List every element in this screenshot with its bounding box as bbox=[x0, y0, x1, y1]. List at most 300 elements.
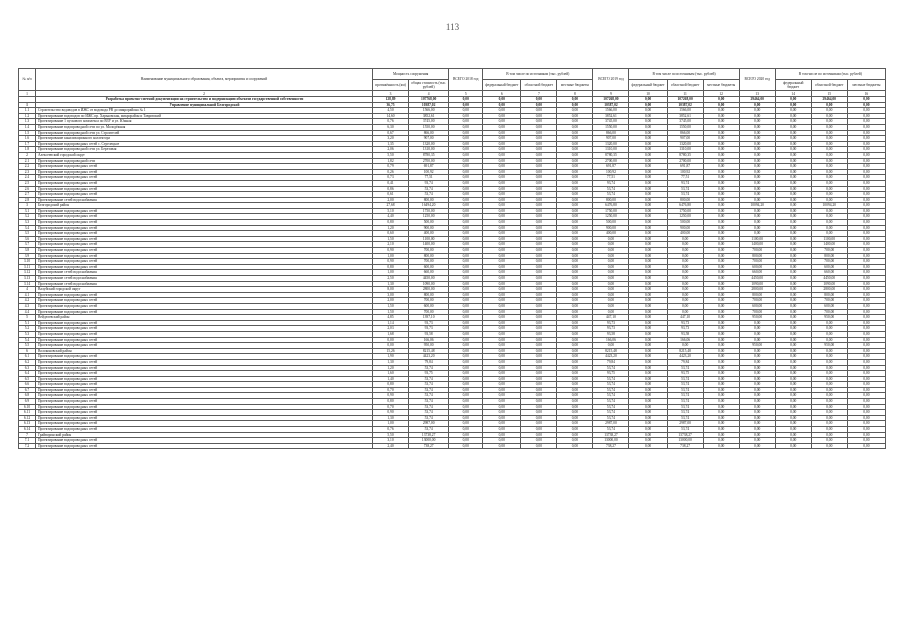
row-value: 0,00 bbox=[847, 169, 885, 175]
row-value: 0,00 bbox=[557, 220, 593, 226]
row-value: 53,74 bbox=[667, 376, 703, 382]
row-value: 0,70 bbox=[373, 387, 409, 393]
row-value: 0,00 bbox=[703, 421, 739, 427]
row-name: Проектирование водопроводных сетей bbox=[35, 415, 372, 421]
row-value: 0,00 bbox=[521, 231, 557, 237]
row-value: 0,00 bbox=[483, 164, 521, 170]
row-value: 0,00 bbox=[521, 158, 557, 164]
row-number: 3.8 bbox=[19, 248, 36, 254]
row-value: 0,00 bbox=[483, 124, 521, 130]
row-value: 53,74 bbox=[409, 399, 449, 405]
row-value: 166,06 bbox=[593, 337, 629, 343]
row-value: 93,74 bbox=[667, 180, 703, 186]
row-value: 0,00 bbox=[373, 343, 409, 349]
row-number: 3.5 bbox=[19, 231, 36, 237]
row-value: 0,00 bbox=[811, 220, 847, 226]
row-value: 0,00 bbox=[483, 404, 521, 410]
row-value: 0,00 bbox=[483, 415, 521, 421]
row-value: 0,00 bbox=[483, 410, 521, 416]
row-value: 79,84 bbox=[593, 359, 629, 365]
row-value: 0,00 bbox=[775, 399, 811, 405]
row-value: 0,00 bbox=[449, 208, 483, 214]
row-number: 6.11 bbox=[19, 410, 36, 416]
row-name: Проектирование водопроводных сетей bbox=[35, 253, 372, 259]
row-value: 0,00 bbox=[521, 119, 557, 125]
row-value: 1090,00 bbox=[409, 281, 449, 287]
row-value: 0,00 bbox=[521, 354, 557, 360]
row-value: 0,00 bbox=[775, 410, 811, 416]
row-value: 0,00 bbox=[593, 298, 629, 304]
row-value: 53,74 bbox=[409, 387, 449, 393]
row-value: 0,00 bbox=[847, 315, 885, 321]
row-value: 1,20 bbox=[373, 365, 409, 371]
row-value: 0,00 bbox=[775, 164, 811, 170]
row-value: 0,00 bbox=[775, 292, 811, 298]
row-value: 53,74 bbox=[593, 410, 629, 416]
row-value: 0,00 bbox=[775, 276, 811, 282]
row-value: 0,00 bbox=[847, 399, 885, 405]
row-value: 0,00 bbox=[811, 320, 847, 326]
row-value: 16494,20 bbox=[409, 203, 449, 209]
row-value: 0,00 bbox=[629, 303, 667, 309]
row-value: 53,74 bbox=[593, 376, 629, 382]
row-value: 0,00 bbox=[521, 320, 557, 326]
row-value: 0,00 bbox=[775, 303, 811, 309]
row-value: 0,00 bbox=[703, 303, 739, 309]
row-value: 1566,00 bbox=[667, 108, 703, 114]
row-value: 1,82 bbox=[373, 158, 409, 164]
row-number: 6.1 bbox=[19, 354, 36, 360]
row-number: 2.8 bbox=[19, 197, 36, 203]
row-value: 0,00 bbox=[557, 348, 593, 354]
row-name: Проектирование водопроводных сетей bbox=[35, 320, 372, 326]
row-number: 3.9 bbox=[19, 253, 36, 259]
row-value: 0,00 bbox=[847, 158, 885, 164]
row-value: 1,00 bbox=[373, 421, 409, 427]
row-value: 53,74 bbox=[593, 382, 629, 388]
row-value: 0,00 bbox=[521, 399, 557, 405]
row-value: 0,00 bbox=[667, 270, 703, 276]
row-value: 0,00 bbox=[449, 432, 483, 438]
row-value: 0,00 bbox=[483, 248, 521, 254]
row-value: 0,00 bbox=[483, 421, 521, 427]
row-value: 0,00 bbox=[557, 97, 593, 103]
row-value: 0,00 bbox=[483, 298, 521, 304]
row-value: 1,60 bbox=[373, 371, 409, 377]
row-value: 0,00 bbox=[449, 259, 483, 265]
header-capacity-unit: протяжённость (км) bbox=[373, 80, 409, 91]
row-value: 0,00 bbox=[483, 97, 521, 103]
row-value: 0,00 bbox=[483, 197, 521, 203]
row-value: 0,00 bbox=[703, 164, 739, 170]
row-value: 107768,00 bbox=[409, 97, 449, 103]
row-value: 0,00 bbox=[703, 141, 739, 147]
row-value: 0,00 bbox=[593, 287, 629, 293]
row-value: 0,00 bbox=[629, 236, 667, 242]
row-value: 0,00 bbox=[629, 108, 667, 114]
row-value: 0,00 bbox=[739, 136, 775, 142]
row-value: 0,00 bbox=[557, 124, 593, 130]
row-value: 0,00 bbox=[593, 242, 629, 248]
row-value: 14,60 bbox=[373, 113, 409, 119]
row-value: 0,00 bbox=[667, 298, 703, 304]
row-name: Проектирование водопроводных сетей bbox=[35, 164, 372, 170]
row-value: 700,00 bbox=[739, 248, 775, 254]
row-value: 0,00 bbox=[521, 438, 557, 444]
row-value: 0,00 bbox=[703, 427, 739, 433]
row-value: 0,00 bbox=[739, 399, 775, 405]
row-value: 0,00 bbox=[775, 331, 811, 337]
row-value: 0,00 bbox=[629, 337, 667, 343]
row-name: Проектирование сетей водоснабжения bbox=[35, 197, 372, 203]
row-value: 4,85 bbox=[373, 315, 409, 321]
row-value: 0,00 bbox=[629, 404, 667, 410]
row-value: 0,00 bbox=[449, 292, 483, 298]
row-value: 0,00 bbox=[811, 326, 847, 332]
row-value: 0,00 bbox=[593, 270, 629, 276]
row-name: Проектирование водопроводных сетей bbox=[35, 399, 372, 405]
row-name: Проектирование водопроводных сетей bbox=[35, 169, 372, 175]
row-value: 0,00 bbox=[521, 192, 557, 198]
row-value: 0,00 bbox=[703, 393, 739, 399]
row-value: 0,00 bbox=[847, 287, 885, 293]
row-value: 0,00 bbox=[629, 443, 667, 449]
row-name: Проектирование водопроводных сетей bbox=[35, 410, 372, 416]
row-value: 0,00 bbox=[629, 208, 667, 214]
row-value: 29464,00 bbox=[739, 97, 775, 103]
row-value: 0,00 bbox=[847, 130, 885, 136]
row-value: 0,00 bbox=[629, 102, 667, 108]
row-value: 0,00 bbox=[449, 326, 483, 332]
row-value: 1250,00 bbox=[593, 214, 629, 220]
row-value: 0,00 bbox=[483, 169, 521, 175]
row-value: 15,26 bbox=[373, 348, 409, 354]
row-value: 0,00 bbox=[557, 421, 593, 427]
row-value: 0,00 bbox=[449, 276, 483, 282]
row-value: 0,00 bbox=[775, 180, 811, 186]
row-value: 0,00 bbox=[483, 382, 521, 388]
row-name: Проектирование сетей водоснабжения bbox=[35, 270, 372, 276]
row-value: 0,00 bbox=[775, 438, 811, 444]
header-reg-2020: областной бюджет bbox=[811, 80, 847, 91]
row-value: 700,00 bbox=[739, 298, 775, 304]
row-value: 0,00 bbox=[483, 343, 521, 349]
row-value: 0,90 bbox=[373, 259, 409, 265]
row-value: 0,00 bbox=[775, 387, 811, 393]
row-value: 2,40 bbox=[373, 443, 409, 449]
row-value: 0,00 bbox=[521, 371, 557, 377]
row-value: 0,00 bbox=[775, 197, 811, 203]
row-value: 0,00 bbox=[667, 236, 703, 242]
row-value: 2800,00 bbox=[409, 287, 449, 293]
row-value: 0,00 bbox=[703, 208, 739, 214]
row-value: 0,00 bbox=[521, 180, 557, 186]
row-value: 4450,00 bbox=[739, 276, 775, 282]
row-value: 0,00 bbox=[557, 169, 593, 175]
row-name: Проектирование водопроводной сети ул. Березовая bbox=[35, 147, 372, 153]
row-value: 950,00 bbox=[739, 315, 775, 321]
row-value: 0,00 bbox=[667, 343, 703, 349]
row-number: 5.2 bbox=[19, 326, 36, 332]
row-value: 0,00 bbox=[811, 410, 847, 416]
row-value: 0,00 bbox=[449, 354, 483, 360]
row-value: 2700,00 bbox=[667, 158, 703, 164]
row-value: 0,00 bbox=[847, 236, 885, 242]
row-value: 166,06 bbox=[667, 337, 703, 343]
row-value: 866,00 bbox=[593, 130, 629, 136]
row-value: 0,00 bbox=[739, 180, 775, 186]
row-value: 0,00 bbox=[703, 152, 739, 158]
row-value: 53,74 bbox=[409, 365, 449, 371]
row-name: Белгородский район bbox=[35, 203, 372, 209]
row-value: 0,00 bbox=[703, 399, 739, 405]
row-name: Проектирование водопроводных сетей bbox=[35, 376, 372, 382]
column-number: 5 bbox=[449, 91, 483, 97]
row-value: 2987,00 bbox=[409, 421, 449, 427]
row-value: 0,00 bbox=[811, 393, 847, 399]
column-number: 1 bbox=[19, 91, 36, 97]
row-value: 0,00 bbox=[521, 287, 557, 293]
row-value: 0,00 bbox=[521, 152, 557, 158]
row-value: 866,00 bbox=[667, 130, 703, 136]
row-value: 0,00 bbox=[703, 259, 739, 265]
row-value: 13000,00 bbox=[667, 438, 703, 444]
row-value: 0,00 bbox=[629, 169, 667, 175]
row-value: 0,00 bbox=[703, 236, 739, 242]
row-value: 93,74 bbox=[409, 180, 449, 186]
row-value: 0,00 bbox=[811, 337, 847, 343]
row-value: 0,00 bbox=[811, 158, 847, 164]
row-value: 0,00 bbox=[739, 371, 775, 377]
row-value: 0,00 bbox=[847, 309, 885, 315]
row-value: 0,00 bbox=[703, 371, 739, 377]
row-value: 0,00 bbox=[629, 136, 667, 142]
row-value: 0,00 bbox=[483, 348, 521, 354]
row-value: 93,58 bbox=[667, 331, 703, 337]
row-value: 0,00 bbox=[557, 320, 593, 326]
row-value: 866,00 bbox=[409, 130, 449, 136]
row-number: 1.7 bbox=[19, 141, 36, 147]
row-value: 0,00 bbox=[483, 371, 521, 377]
row-value: 691,87 bbox=[409, 164, 449, 170]
row-value: 660,00 bbox=[811, 270, 847, 276]
row-value: 1,90 bbox=[373, 354, 409, 360]
row-value: 0,00 bbox=[449, 315, 483, 321]
row-value: 700,00 bbox=[409, 248, 449, 254]
row-value: 0,00 bbox=[557, 309, 593, 315]
row-value: 0,00 bbox=[703, 242, 739, 248]
row-value: 1397,10 bbox=[409, 315, 449, 321]
row-value: 0,00 bbox=[847, 421, 885, 427]
row-value: 10094,20 bbox=[811, 203, 847, 209]
row-value: 53,74 bbox=[409, 410, 449, 416]
row-value: 0,00 bbox=[775, 432, 811, 438]
row-value: 3745,00 bbox=[667, 119, 703, 125]
row-value: 0,00 bbox=[629, 410, 667, 416]
row-value: 0,00 bbox=[811, 399, 847, 405]
row-value: 0,79 bbox=[373, 164, 409, 170]
row-value: 0,00 bbox=[557, 208, 593, 214]
row-value: 0,00 bbox=[703, 113, 739, 119]
row-value: 5,50 bbox=[373, 152, 409, 158]
row-value: 0,00 bbox=[557, 147, 593, 153]
row-value: 700,00 bbox=[739, 259, 775, 265]
row-value: 0,00 bbox=[703, 97, 739, 103]
row-value: 0,00 bbox=[775, 225, 811, 231]
row-value: 0,00 bbox=[703, 298, 739, 304]
row-value: 0,00 bbox=[847, 124, 885, 130]
row-value: 800,00 bbox=[409, 197, 449, 203]
row-value: 0,00 bbox=[739, 141, 775, 147]
row-value: 0,00 bbox=[847, 180, 885, 186]
row-value: 77,51 bbox=[409, 175, 449, 181]
row-value: 0,00 bbox=[775, 354, 811, 360]
row-value: 0,00 bbox=[521, 298, 557, 304]
row-number: 3.6 bbox=[19, 236, 36, 242]
row-number: 4 bbox=[19, 287, 36, 293]
row-value: 93,73 bbox=[593, 326, 629, 332]
row-value: 0,00 bbox=[629, 292, 667, 298]
row-number: 3.10 bbox=[19, 259, 36, 265]
row-name: Проектирование водоводов по ИЖС пр. Харьковская, микрорайон и Тавровский bbox=[35, 113, 372, 119]
row-value: 8215,48 bbox=[667, 348, 703, 354]
row-value: 0,00 bbox=[521, 315, 557, 321]
row-value: 0,00 bbox=[703, 225, 739, 231]
row-value: 1400,00 bbox=[739, 242, 775, 248]
row-value: 0,00 bbox=[847, 326, 885, 332]
row-value: 1750,00 bbox=[593, 208, 629, 214]
row-value: 0,00 bbox=[521, 124, 557, 130]
header-reg-2019: областной бюджет bbox=[667, 80, 703, 91]
row-value: 0,00 bbox=[739, 192, 775, 198]
row-name: Проектирование водопроводных сетей bbox=[35, 427, 372, 433]
header-num: № п/п bbox=[19, 69, 36, 91]
row-name: Проектирование водопроводных сетей bbox=[35, 186, 372, 192]
row-value: 0,00 bbox=[521, 259, 557, 265]
row-value: 1566,00 bbox=[409, 108, 449, 114]
row-name: Проектирование водопроводных сетей bbox=[35, 292, 372, 298]
row-value: 0,00 bbox=[775, 186, 811, 192]
row-number: 1.8 bbox=[19, 147, 36, 153]
row-value: 93,73 bbox=[593, 320, 629, 326]
row-value: 0,00 bbox=[557, 365, 593, 371]
row-value: 0,00 bbox=[703, 315, 739, 321]
row-value: 0,00 bbox=[557, 410, 593, 416]
row-value: 0,26 bbox=[373, 169, 409, 175]
row-value: 0,00 bbox=[449, 102, 483, 108]
row-value: 0,00 bbox=[775, 108, 811, 114]
row-value: 0,00 bbox=[557, 253, 593, 259]
row-value: 0,00 bbox=[811, 415, 847, 421]
row-value: 8780,35 bbox=[667, 152, 703, 158]
row-value: 0,00 bbox=[703, 337, 739, 343]
row-name: Проектирование водопроводных сетей bbox=[35, 242, 372, 248]
row-value: 900,00 bbox=[667, 225, 703, 231]
header-capacity-total: общая стоимость (тыс. рублей) bbox=[409, 80, 449, 91]
row-value: 0,00 bbox=[811, 102, 847, 108]
row-value: 0,00 bbox=[449, 264, 483, 270]
row-value: 0,00 bbox=[629, 225, 667, 231]
row-value: 0,00 bbox=[847, 264, 885, 270]
row-value: 0,00 bbox=[521, 303, 557, 309]
column-number: 16 bbox=[847, 91, 885, 97]
row-value: 0,00 bbox=[629, 158, 667, 164]
row-value: 0,00 bbox=[775, 298, 811, 304]
row-value: 1090,00 bbox=[739, 281, 775, 287]
row-value: 0,00 bbox=[739, 331, 775, 337]
row-value: 1,00 bbox=[373, 253, 409, 259]
row-value: 0,00 bbox=[593, 248, 629, 254]
row-value: 0,00 bbox=[775, 158, 811, 164]
row-value: 0,00 bbox=[847, 415, 885, 421]
row-value: 0,00 bbox=[775, 119, 811, 125]
row-number: 6 bbox=[19, 348, 36, 354]
row-value: 700,00 bbox=[409, 309, 449, 315]
row-number: 1.4 bbox=[19, 124, 36, 130]
row-value: 0,00 bbox=[557, 276, 593, 282]
row-value: 0,00 bbox=[739, 208, 775, 214]
row-value: 0,00 bbox=[449, 387, 483, 393]
row-value: 0,00 bbox=[557, 180, 593, 186]
row-value: 0,00 bbox=[557, 102, 593, 108]
row-number: 6.12 bbox=[19, 415, 36, 421]
row-value: 0,00 bbox=[521, 348, 557, 354]
row-value: 2800,00 bbox=[739, 287, 775, 293]
row-value: 0,00 bbox=[521, 136, 557, 142]
row-value: 0,00 bbox=[775, 242, 811, 248]
row-value: 0,00 bbox=[739, 130, 775, 136]
row-value: 0,00 bbox=[739, 365, 775, 371]
row-value: 0,00 bbox=[703, 281, 739, 287]
row-number: 4.4 bbox=[19, 309, 36, 315]
row-value: 0,00 bbox=[629, 97, 667, 103]
row-value: 0,00 bbox=[449, 331, 483, 337]
row-value: 0,00 bbox=[557, 203, 593, 209]
row-value: 0,00 bbox=[775, 248, 811, 254]
row-value: 0,00 bbox=[629, 253, 667, 259]
row-value: 0,00 bbox=[847, 253, 885, 259]
row-value: 0,00 bbox=[775, 427, 811, 433]
row-number: 2 bbox=[19, 152, 36, 158]
row-value: 0,00 bbox=[739, 404, 775, 410]
row-value: 0,00 bbox=[739, 220, 775, 226]
row-value: 0,00 bbox=[739, 108, 775, 114]
row-name: Проектирование водопроводных сетей bbox=[35, 248, 372, 254]
row-name: Проектирование водопроводных сетей bbox=[35, 309, 372, 315]
row-name: Проектирование водопроводной сети по ул. Молодёжная bbox=[35, 124, 372, 130]
row-value: 0,00 bbox=[449, 376, 483, 382]
row-value: 0,00 bbox=[847, 108, 885, 114]
row-value: 0,00 bbox=[703, 175, 739, 181]
row-value: 0,00 bbox=[557, 225, 593, 231]
row-value: 0,00 bbox=[449, 421, 483, 427]
row-value: 0,00 bbox=[483, 253, 521, 259]
row-value: 53,74 bbox=[667, 365, 703, 371]
row-value: 0,00 bbox=[483, 102, 521, 108]
row-value: 53,74 bbox=[409, 382, 449, 388]
row-number: 3.4 bbox=[19, 225, 36, 231]
row-value: 0,00 bbox=[521, 169, 557, 175]
row-number: 6.4 bbox=[19, 371, 36, 377]
row-value: 0,00 bbox=[521, 382, 557, 388]
column-number: 15 bbox=[811, 91, 847, 97]
row-value: 10387,02 bbox=[667, 102, 703, 108]
row-value: 0,00 bbox=[775, 365, 811, 371]
row-value: 53,74 bbox=[593, 399, 629, 405]
header-total-2018: ВСЕГО 2018 год bbox=[449, 69, 483, 91]
column-number: 10 bbox=[629, 91, 667, 97]
row-value: 660,00 bbox=[409, 270, 449, 276]
